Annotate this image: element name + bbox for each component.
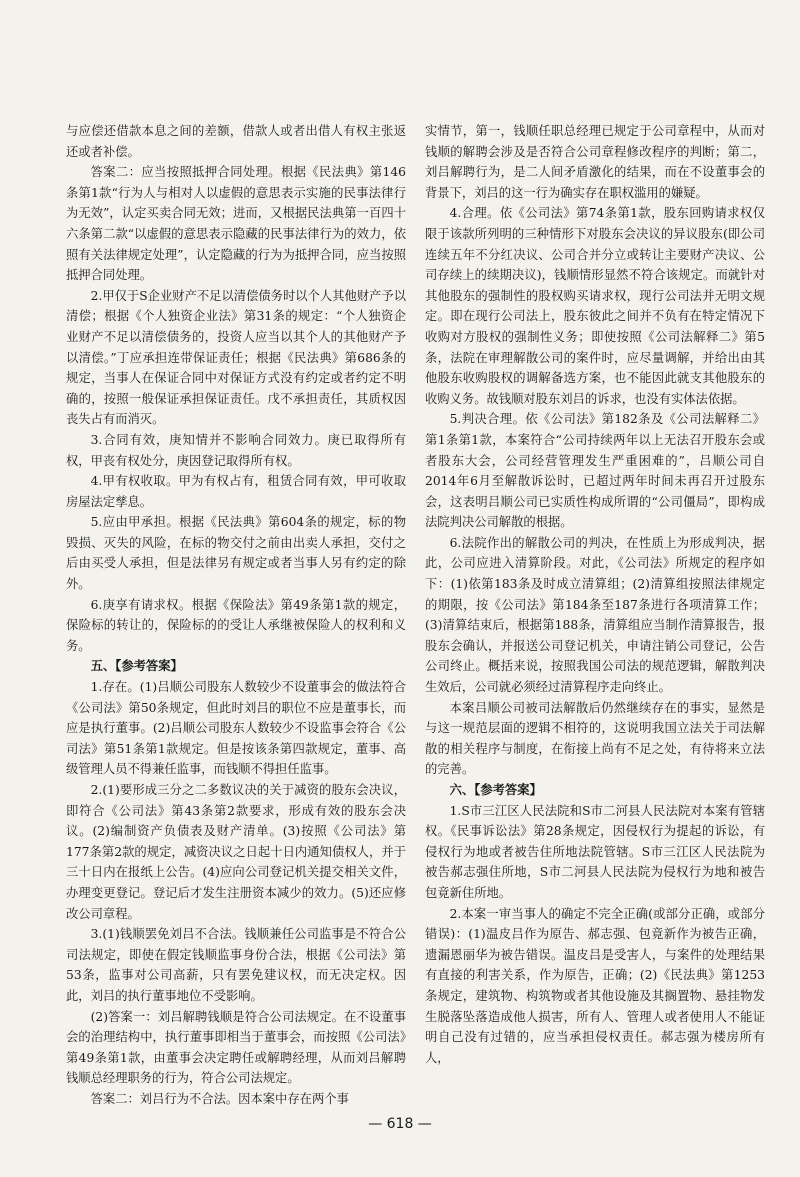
- paragraph: 5.判决合理。依《公司法》第182条及《公司法解释二》第1条第1款，本案符合“公司持续两年以上无法召开股东会或者股东大会，公司经营管理发生严重困难的”，吕顺公司自2014年6月至解散诉讼时，已超过两年时间未再召开过股东会，这表明吕顺公司已实质性构成所谓的“公司僵局”，即构成法院判决公司解散的根据。: [425, 412, 765, 530]
- right-column: [425, 121, 765, 1068]
- paragraph: 本案吕顺公司被司法解散后仍然继续存在的事实，显然是与这一规范层面的逻辑不相符的，这说明我国立法关于司法解散的相关程序与制度，在衔接上尚有不足之处，有待将来立法的完善。: [425, 700, 765, 777]
- section-heading: 六、【参考答案】: [449, 782, 542, 797]
- paragraph: 3.合同有效，庚知情并不影响合同效力。庚已取得所有权，甲丧有权处分，庚因登记取得所有权。: [66, 432, 406, 468]
- paragraph: 1.S市三江区人民法院和S市二河县人民法院对本案有管辖权。《民事诉讼法》第28条规定，因侵权行为提起的诉讼，有侵权行为地或者被告住所地法院管辖。S市三江区人民法院为被告郝志强住所地，S市二河县人民法院为侵权行为地和被告包竟新住所地。: [425, 803, 765, 900]
- paragraph: 4.甲有权收取。甲为有权占有，租赁合同有效，甲可收取房屋法定孳息。: [66, 474, 406, 509]
- paragraph: 3.(1)钱顺罢免刘吕不合法。钱顺兼任公司监事是不符合公司法规定，即使在假定钱顺监事身份合法，根据《公司法》第53条，监事对公司高薪，只有罢免建议权，而无决定权。因此，刘吕的执行董事地位不受影响。: [66, 927, 406, 1003]
- paragraph: 与应偿还借款本息之间的差额，借款人或者出借人有权主张返还或者补偿。: [66, 124, 406, 159]
- left-column: [66, 121, 406, 1110]
- paragraph: 4.合理。依《公司法》第74条第1款，股东回购请求权仅限于该款所列明的三种情形下对股东会决议的异议股东(即公司连续五年不分红决议、公司合并分立或转让主要财产决议、公司存续上的续期决议)，钱顺情形显然不符合该规定。而就针对其他股东的强制性的股权购买请求权，现行公司法并无明文规定。即在现行公司法上，股东彼此之间并不负有在特定情况下收购对方股权的强制性义务；即使按照《公司法解释二》第5条，法院在审理解散公司的案件时，应尽量调解，并给出由其他股东收购股权的调解备选方案，也不能因此就支其他股东的收购义务。故钱顺对股东刘吕的诉求，也没有实体法依据。: [425, 206, 765, 406]
- paragraph: 实情节，第一，钱顺任职总经理已规定于公司章程中，从而对钱顺的解聘会涉及是否符合公司章程修改程序的判断；第二，刘吕解聘行为，是二人间矛盾激化的结果，而在不设董事会的背景下，刘吕的这一行为确实存在职权滥用的嫌疑。: [425, 124, 765, 200]
- paragraph: 2.本案一审当事人的确定不完全正确(或部分正确，或部分错误)：(1)温皮吕作为原告、郝志强、包竟新作为被告正确，遗漏恩丽华为被告错误。温皮吕是受害人，与案件的处理结果有直接的利害关系，作为原告，正确；(2)《民法典》第1253条规定，建筑物、构筑物或者其他设施及其搁置物、悬挂物发生脱落坠落造成他人损害，所有人、管理人或者使用人不能证明自己没有过错的，应当承担侵权责任。郝志强为楼房所有人，: [425, 906, 765, 1065]
- paragraph: 答案二：刘吕行为不合法。因本案中存在两个事: [90, 1091, 349, 1106]
- paragraph: 2.甲仅于S企业财产不足以清偿债务时以个人其他财产予以清偿；根据《个人独资企业法》第31条的规定：“个人独资企业财产不足以清偿债务的，投资人应当以其个人的其他财产予以清偿。”丁应承担连带保证责任；根据《民法典》第686条的规定，当事人在保证合同中对保证方式没有约定或者约定不明确的，按照一般保证承担保证责任。戊不承担责任，其质权因丧失占有而消灭。: [66, 288, 406, 427]
- page-number: — 618 —: [368, 1116, 432, 1132]
- paragraph: 5.应由甲承担。根据《民法典》第604条的规定，标的物毁损、灭失的风险，在标的物交付之前由出卖人承担，交付之后由买受人承担，但是法律另有规定或者当事人另有约定的除外。: [66, 515, 406, 592]
- paragraph: 答案二：应当按照抵押合同处理。根据《民法典》第146条第1款“行为人与相对人以虚假的意思表示实施的民事法律行为无效”，认定买卖合同无效；进而，又根据民法典第一百四十六条第二款“以虚假的意思表示隐藏的民事法律行为的效力，依照有关法律规定处理”，认定隐藏的行为为抵押合同，应当按照抵押合同处理。: [66, 165, 406, 283]
- paragraph: (2)答案一：刘吕解聘钱顺是符合公司法规定。在不设董事会的治理结构中，执行董事即相当于董事会，而按照《公司法》第49条第1款，由董事会决定聘任或解聘经理，从而刘吕解聘钱顺总经理职务的行为，符合公司法规定。: [66, 1009, 406, 1086]
- paragraph: 6.庚享有请求权。根据《保险法》第49条第1款的规定，保险标的转让的，保险标的的受让人承继被保险人的权利和义务。: [66, 597, 406, 653]
- section-heading: 五、【参考答案】: [90, 658, 183, 674]
- paragraph: 1.存在。(1)吕顺公司股东人数较少不设董事会的做法符合《公司法》第50条规定，但此时刘吕的职位不应是董事长，而应是执行董事。(2)吕顺公司股东人数较少不设监事会符合《公司法》第51条第1款规定。但是按该条第四款规定，董事、高级管理人员不得兼任监事，而钱顺不得担任监事。: [66, 680, 406, 777]
- paragraph: 2.(1)要形成三分之二多数议决的关于减资的股东会决议，即符合《公司法》第43条第2款要求，形成有效的股东会决议。(2)编制资产负债表及财产清单。(3)按照《公司法》第177条第2款的规定，减资决议之日起十日内通知债权人，并于三十日内在报纸上公告。(4)应向公司登记机关提交相关文件，办理变更登记。登记后才发生注册资本减少的效力。(5)还应修改公司章程。: [66, 783, 406, 921]
- paragraph: 6.法院作出的解散公司的判决，在性质上为形成判决，据此，公司应进入清算阶段。对此，《公司法》所规定的程序如下：(1)依第183条及时成立清算组；(2)清算组按照法律规定的期限，按《公司法》第184条至187条进行各项清算工作；(3)清算结束后，根据第188条，清算组应当制作清算报告，报股东会确认，并报送公司登记机关，申请注销公司登记，公告公司终止。概括来说，按照我国公司法的规范逻辑，解散判决生效后，公司就必须经过清算程序走向终止。: [425, 535, 765, 695]
